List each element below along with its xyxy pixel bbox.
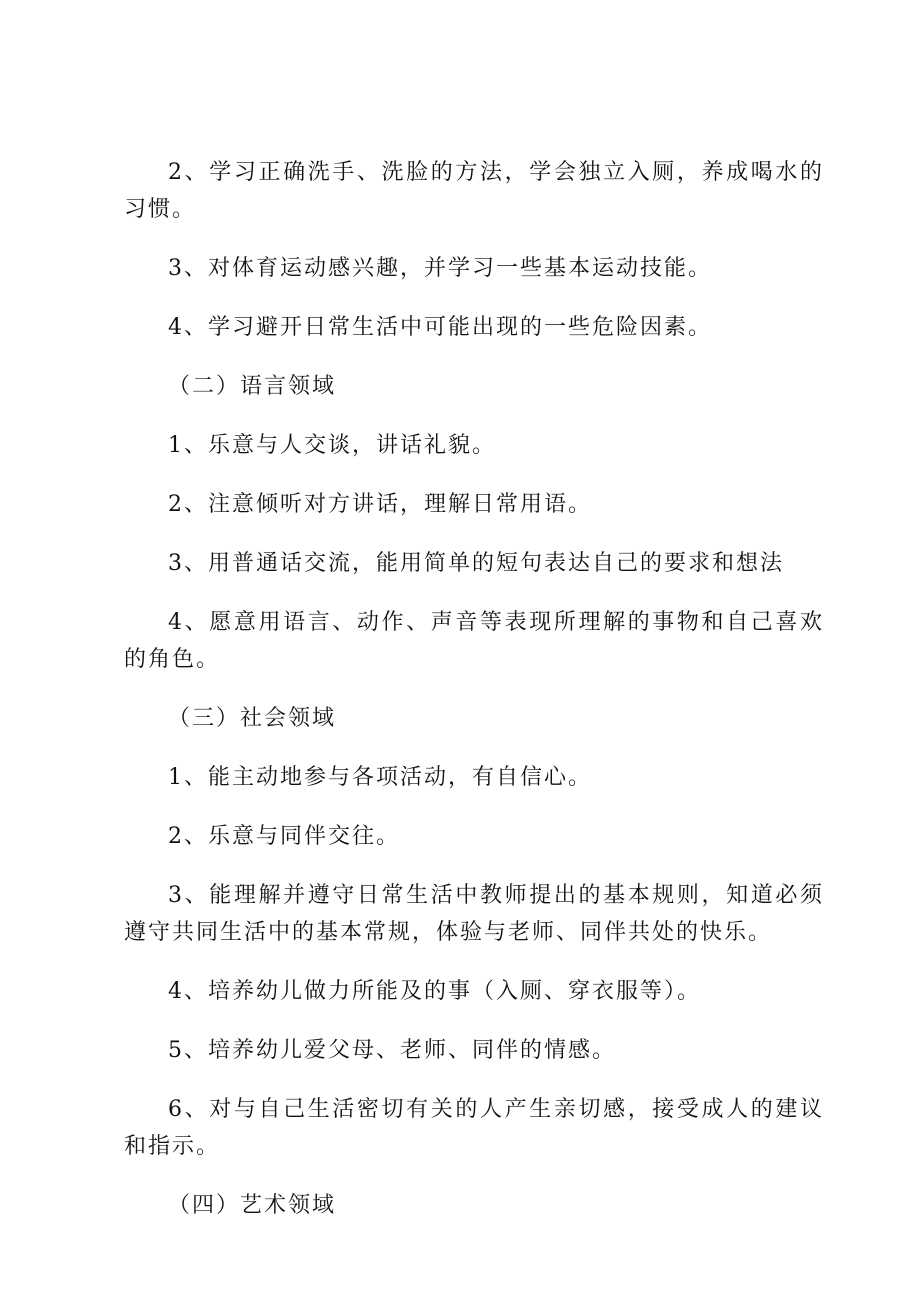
paragraph-social-4: 4、培养幼儿做力所能及的事（入厕、穿衣服等）。 — [168, 979, 701, 1004]
paragraph-social-1: 1、能主动地参与各项活动，有自信心。 — [168, 765, 592, 790]
section-heading-language: （二）语言领域 — [168, 374, 337, 399]
section-heading-social: （三）社会领域 — [168, 706, 337, 731]
paragraph-social-2: 2、乐意与同伴交往。 — [168, 824, 400, 849]
paragraph-social-5: 5、培养幼儿爱父母、老师、同伴的情感。 — [168, 1038, 616, 1063]
paragraph-language-2: 2、注意倾听对方讲话，理解日常用语。 — [168, 492, 592, 517]
paragraph-health-4: 4、学习避开日常生活中可能出现的一些危险因素。 — [168, 315, 712, 340]
paragraph-social-3: 3、能理解并遵守日常生活中教师提出的基本规则，知道必须遵守共同生活中的基本常规，体验与老师、同伴共处的快乐。 — [124, 883, 824, 945]
paragraph-health-2: 2、学习正确洗手、洗脸的方法，学会独立入厕，养成喝水的习惯。 — [124, 160, 824, 222]
paragraph-language-1: 1、乐意与人交谈，讲话礼貌。 — [168, 433, 496, 458]
paragraph-social-6: 6、对与自己生活密切有关的人产生亲切感，接受成人的建议和指示。 — [124, 1097, 824, 1159]
section-heading-art: （四）艺术领域 — [168, 1193, 337, 1218]
paragraph-health-3: 3、对体育运动感兴趣，并学习一些基本运动技能。 — [168, 256, 712, 281]
paragraph-language-4: 4、愿意用语言、动作、声音等表现所理解的事物和自己喜欢的角色。 — [124, 610, 824, 672]
paragraph-language-3: 3、用普通话交流，能用简单的短句表达自己的要求和想法 — [168, 551, 784, 576]
document-body — [124, 154, 824, 1246]
